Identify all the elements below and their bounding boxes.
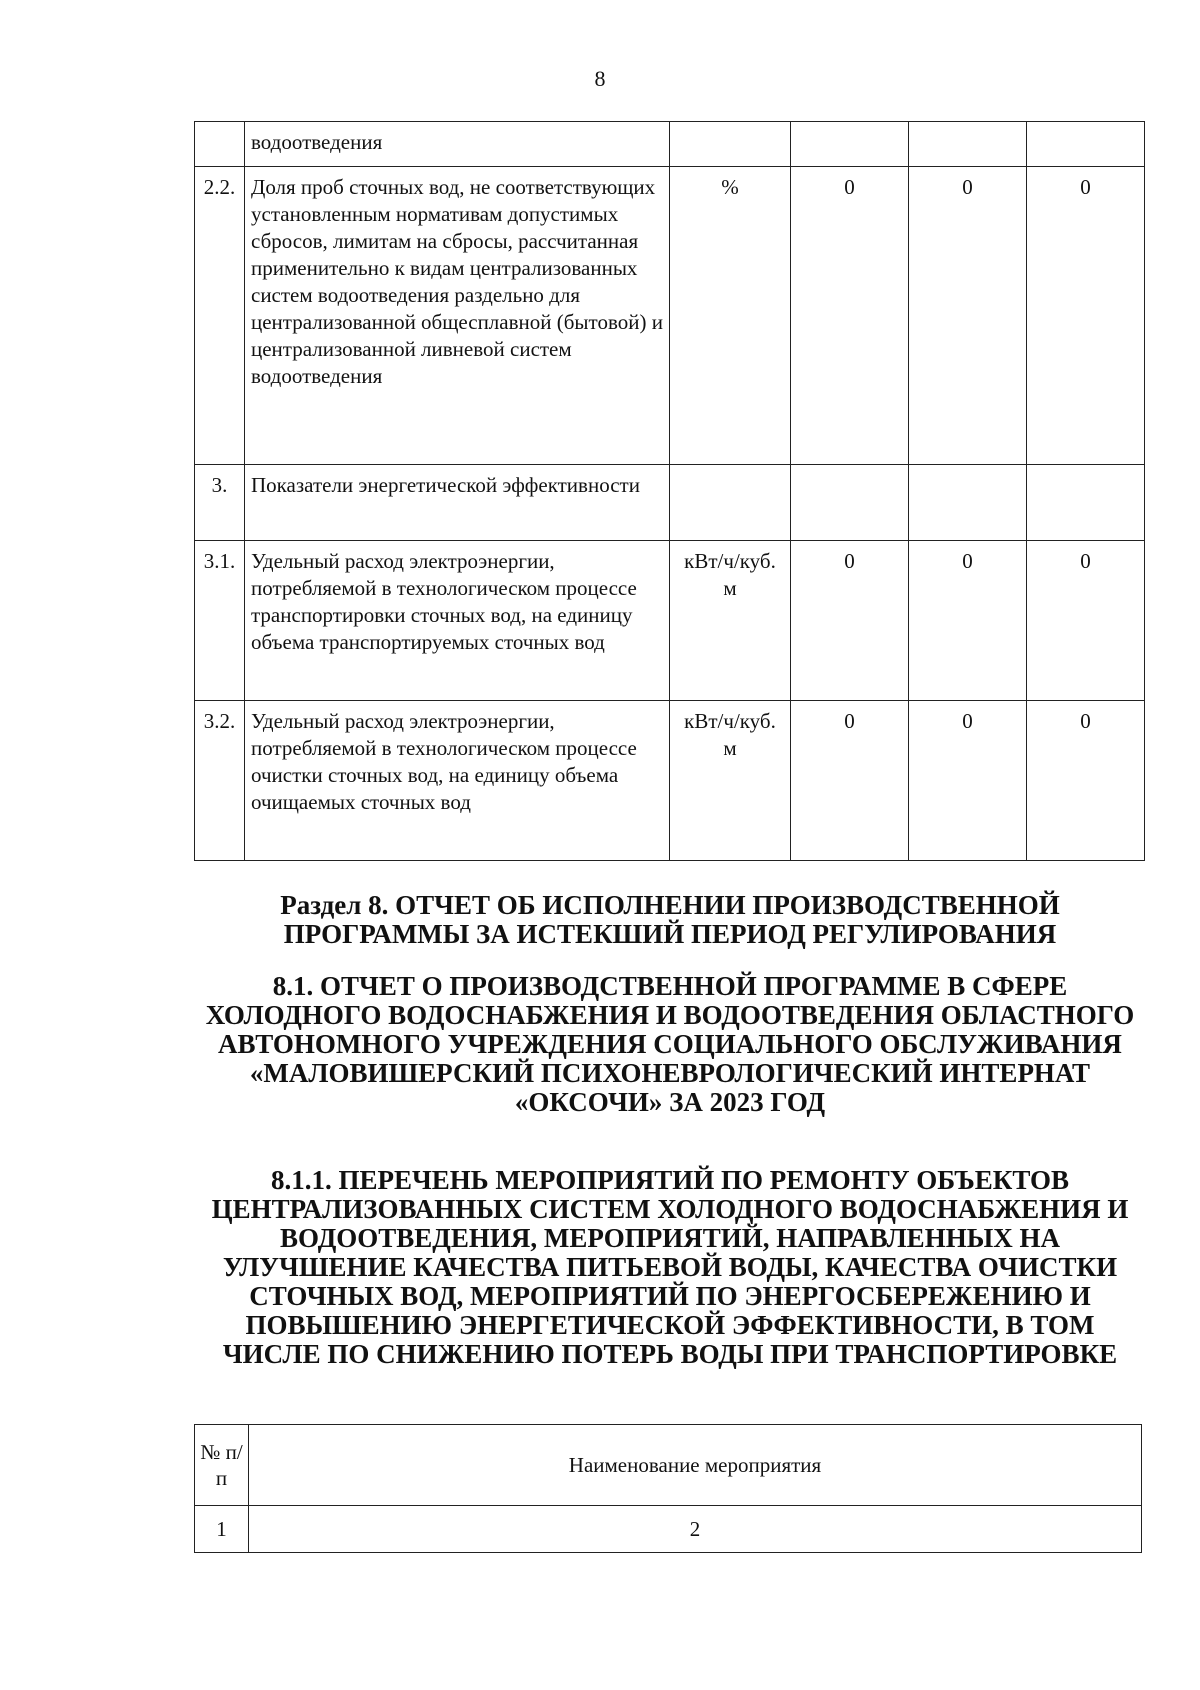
row-number: 3. — [195, 465, 245, 541]
indicator-name: Удельный расход электроэнергии, потребляемой в технологическом процессе очистки сточных вод, на единицу объема очищаемых сточных вод — [245, 701, 670, 861]
indicator-value-2: 0 — [909, 541, 1027, 701]
indicator-value-1 — [791, 122, 909, 167]
indicator-name: водоотведения — [245, 122, 670, 167]
column-number-label: 2 — [249, 1506, 1142, 1553]
indicator-value-3: 0 — [1027, 541, 1145, 701]
indicators-table — [194, 121, 1145, 861]
row-number: 3.2. — [195, 701, 245, 861]
measures-table — [194, 1424, 1142, 1553]
indicator-value-1: 0 — [791, 541, 909, 701]
indicator-unit: % — [670, 167, 791, 465]
table-header-row — [195, 1425, 1142, 1506]
indicator-unit — [670, 122, 791, 167]
indicator-value-2: 0 — [909, 701, 1027, 861]
row-number: 3.1. — [195, 541, 245, 701]
table-row — [195, 122, 1145, 167]
subsection-heading: 8.1. ОТЧЕТ О ПРОИЗВОДСТВЕННОЙ ПРОГРАММЕ В СФЕРЕ ХОЛОДНОГО ВОДОСНАБЖЕНИЯ И ВОДООТВЕДЕНИЯ ОБЛАСТНОГО АВТОНОМНОГО УЧРЕЖДЕНИЯ СОЦИАЛЬНОГО ОБСЛУЖИВАНИЯ «МАЛОВИШЕРСКИЙ ПСИХОНЕВРОЛОГИЧЕСКИЙ ИНТЕРНАТ «ОКСОЧИ» ЗА 2023 ГОД — [205, 971, 1135, 1117]
indicator-name: Удельный расход электроэнергии, потребляемой в технологическом процессе транспортировки сточных вод, на единицу объема транспортируемых сточных вод — [245, 541, 670, 701]
indicator-unit: кВт/ч/куб. м — [670, 701, 791, 861]
table-row — [195, 1506, 1142, 1553]
indicator-value-2: 0 — [909, 167, 1027, 465]
section-heading: Раздел 8. ОТЧЕТ ОБ ИСПОЛНЕНИИ ПРОИЗВОДСТВЕННОЙ ПРОГРАММЫ ЗА ИСТЕКШИЙ ПЕРИОД РЕГУЛИРОВАНИЯ — [280, 890, 1060, 949]
indicator-value-3 — [1027, 465, 1145, 541]
indicator-unit: кВт/ч/куб. м — [670, 541, 791, 701]
page-number: 8 — [594, 66, 606, 91]
subsubsection-heading: 8.1.1. ПЕРЕЧЕНЬ МЕРОПРИЯТИЙ ПО РЕМОНТУ ОБЪЕКТОВ ЦЕНТРАЛИЗОВАННЫХ СИСТЕМ ХОЛОДНОГО ВОДОСНАБЖЕНИЯ И ВОДООТВЕДЕНИЯ, МЕРОПРИЯТИЙ, НАПРАВЛЕННЫХ НА УЛУЧШЕНИЕ КАЧЕСТВА ПИТЬЕВОЙ ВОДЫ, КАЧЕСТВА ОЧИСТКИ СТОЧНЫХ ВОД, МЕРОПРИЯТИЙ ПО ЭНЕРГОСБЕРЕЖЕНИЮ И ПОВЫШЕНИЮ ЭНЕРГЕТИЧЕСКОЙ ЭФФЕКТИВНОСТИ, В ТОМ ЧИСЛЕ ПО СНИЖЕНИЮ ПОТЕРЬ ВОДЫ ПРИ ТРАНСПОРТИРОВКЕ — [211, 1165, 1129, 1369]
indicator-name: Доля проб сточных вод, не соответствующих установленным нормативам допустимых сбросов, лимитам на сбросы, рассчитанная применительно к видам централизованных систем водоотведения раздельно для централизованной общесплавной (бытовой) и централизованной ливневой систем водоотведения — [245, 167, 670, 465]
column-header-measure-name: Наименование мероприятия — [249, 1425, 1142, 1506]
indicator-value-1: 0 — [791, 701, 909, 861]
indicator-unit — [670, 465, 791, 541]
table-row — [195, 701, 1145, 861]
table-row — [195, 465, 1145, 541]
indicator-value-3 — [1027, 122, 1145, 167]
table-row — [195, 541, 1145, 701]
row-number — [195, 122, 245, 167]
indicator-value-1 — [791, 465, 909, 541]
table-row — [195, 167, 1145, 465]
indicator-value-3: 0 — [1027, 167, 1145, 465]
row-number: 2.2. — [195, 167, 245, 465]
indicator-value-2 — [909, 465, 1027, 541]
indicator-value-3: 0 — [1027, 701, 1145, 861]
column-header-number: № п/п — [195, 1425, 249, 1506]
indicator-value-1: 0 — [791, 167, 909, 465]
indicator-value-2 — [909, 122, 1027, 167]
indicator-name: Показатели энергетической эффективности — [245, 465, 670, 541]
column-number-label: 1 — [195, 1506, 249, 1553]
